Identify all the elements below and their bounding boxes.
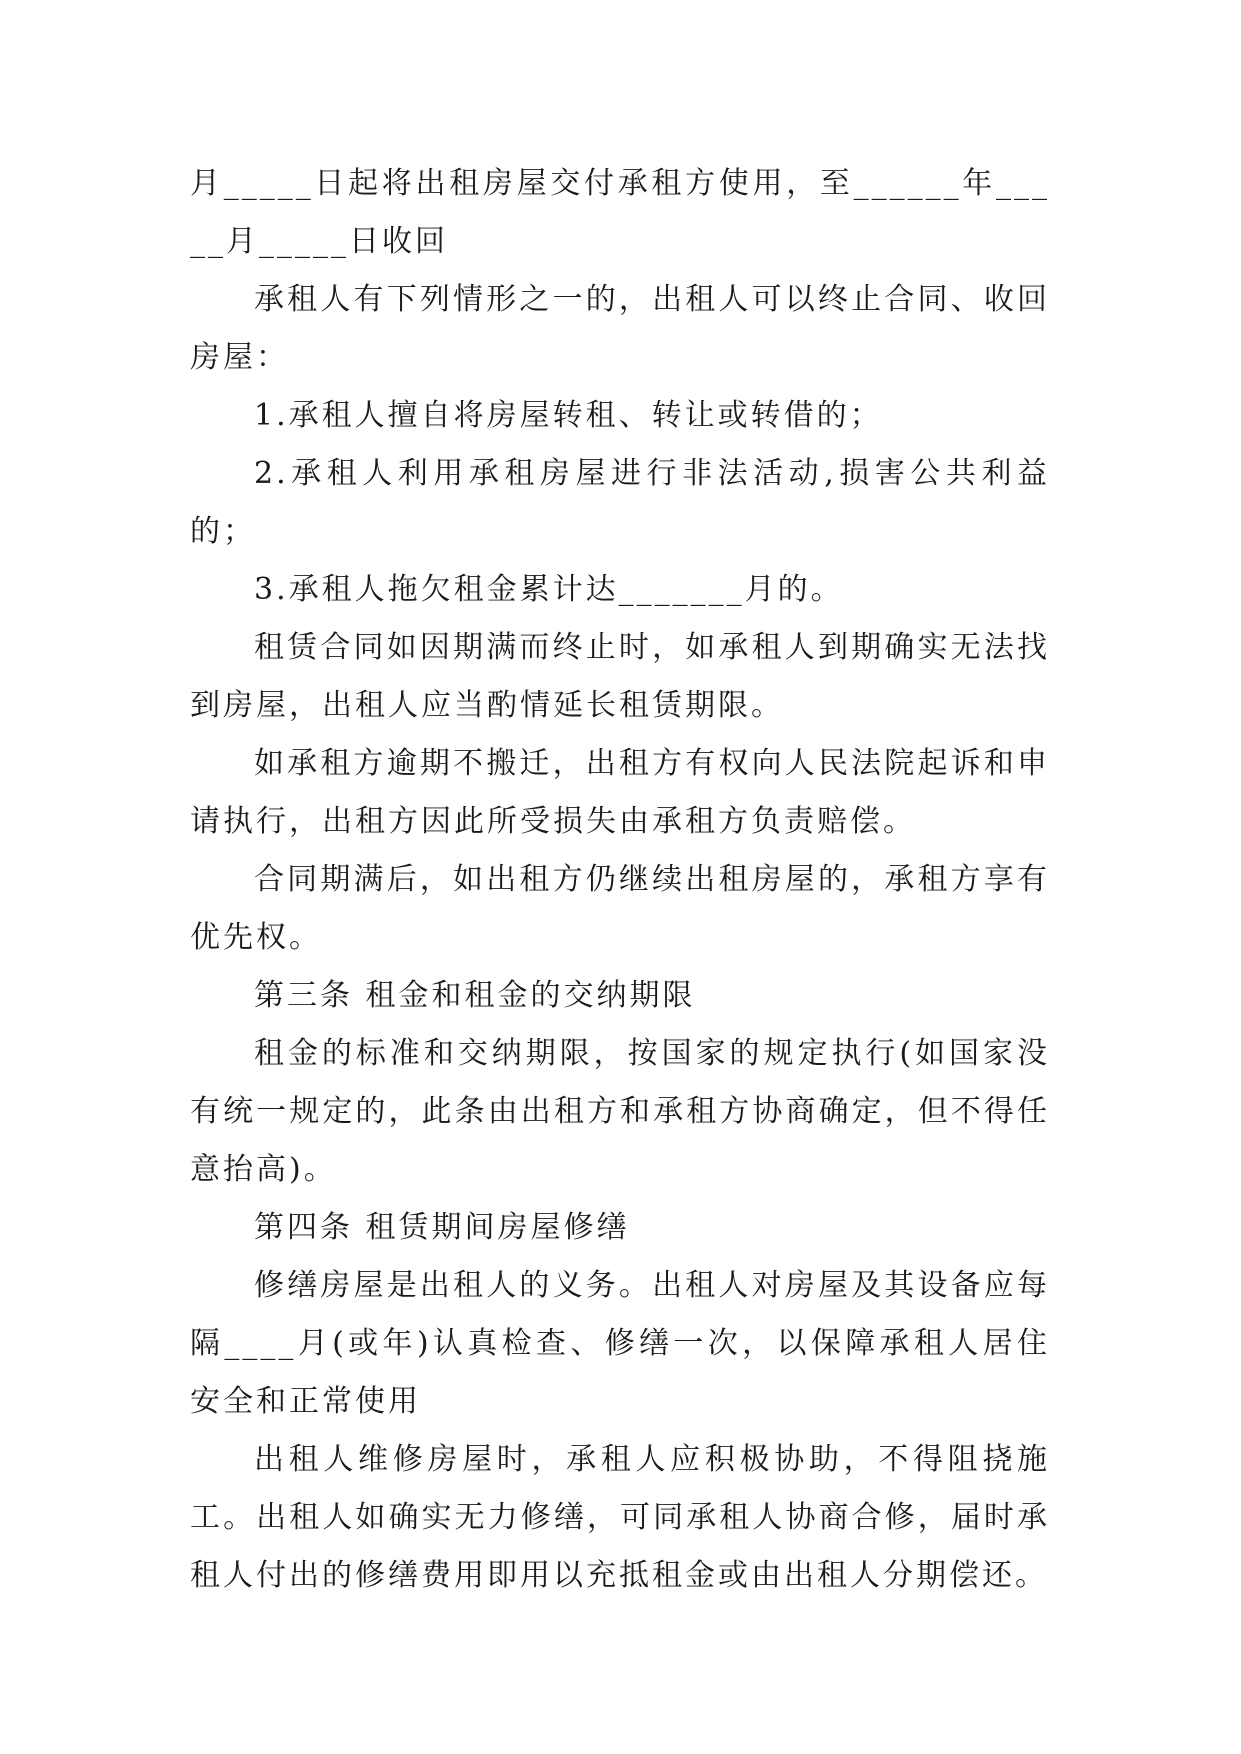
paragraph-priority-right: 合同期满后，如出租方仍继续出租房屋的，承租方享有优先权。 — [190, 862, 1050, 955]
paragraph-repair-cooperation: 出租人维修房屋时，承租人应积极协助，不得阻挠施工。出租人如确实无力修缮，可同承租人协商合修，届时承租人付出的修缮费用即用以充抵租金或由出租人分期偿还。 — [190, 1442, 1050, 1593]
list-item-sublet: 1.承租人擅自将房屋转租、转让或转借的； — [254, 398, 883, 433]
paragraph-repair-duty: 修缮房屋是出租人的义务。出租人对房屋及其设备应每隔____月(或年)认真检查、修缮一次，以保障承租人居住安全和正常使用 — [190, 1268, 1050, 1419]
document-body — [190, 155, 1050, 1605]
paragraph-overdue-relocation: 如承租方逾期不搬迁，出租方有权向人民法院起诉和申请执行，出租方因此所受损失由承租方负责赔偿。 — [190, 746, 1050, 839]
paragraph-delivery-period: 月_____日起将出租房屋交付承租方使用，至______年_____月_____日收回 — [190, 166, 1050, 259]
paragraph-lease-extension: 租赁合同如因期满而终止时，如承租人到期确实无法找到房屋，出租人应当酌情延长租赁期限。 — [190, 630, 1050, 723]
paragraph-termination-conditions: 承租人有下列情形之一的，出租人可以终止合同、收回房屋： — [190, 282, 1050, 375]
list-item-rent-arrears: 3.承租人拖欠租金累计达_______月的。 — [254, 572, 844, 607]
article-4-heading: 第四条 租赁期间房屋修缮 — [254, 1210, 630, 1245]
article-3-heading: 第三条 租金和租金的交纳期限 — [254, 978, 696, 1013]
list-item-illegal-activity: 2.承租人利用承租房屋进行非法活动,损害公共利益的； — [190, 456, 1050, 549]
paragraph-rent-standard: 租金的标准和交纳期限，按国家的规定执行(如国家没有统一规定的，此条由出租方和承租方协商确定，但不得任意抬高)。 — [190, 1036, 1050, 1187]
